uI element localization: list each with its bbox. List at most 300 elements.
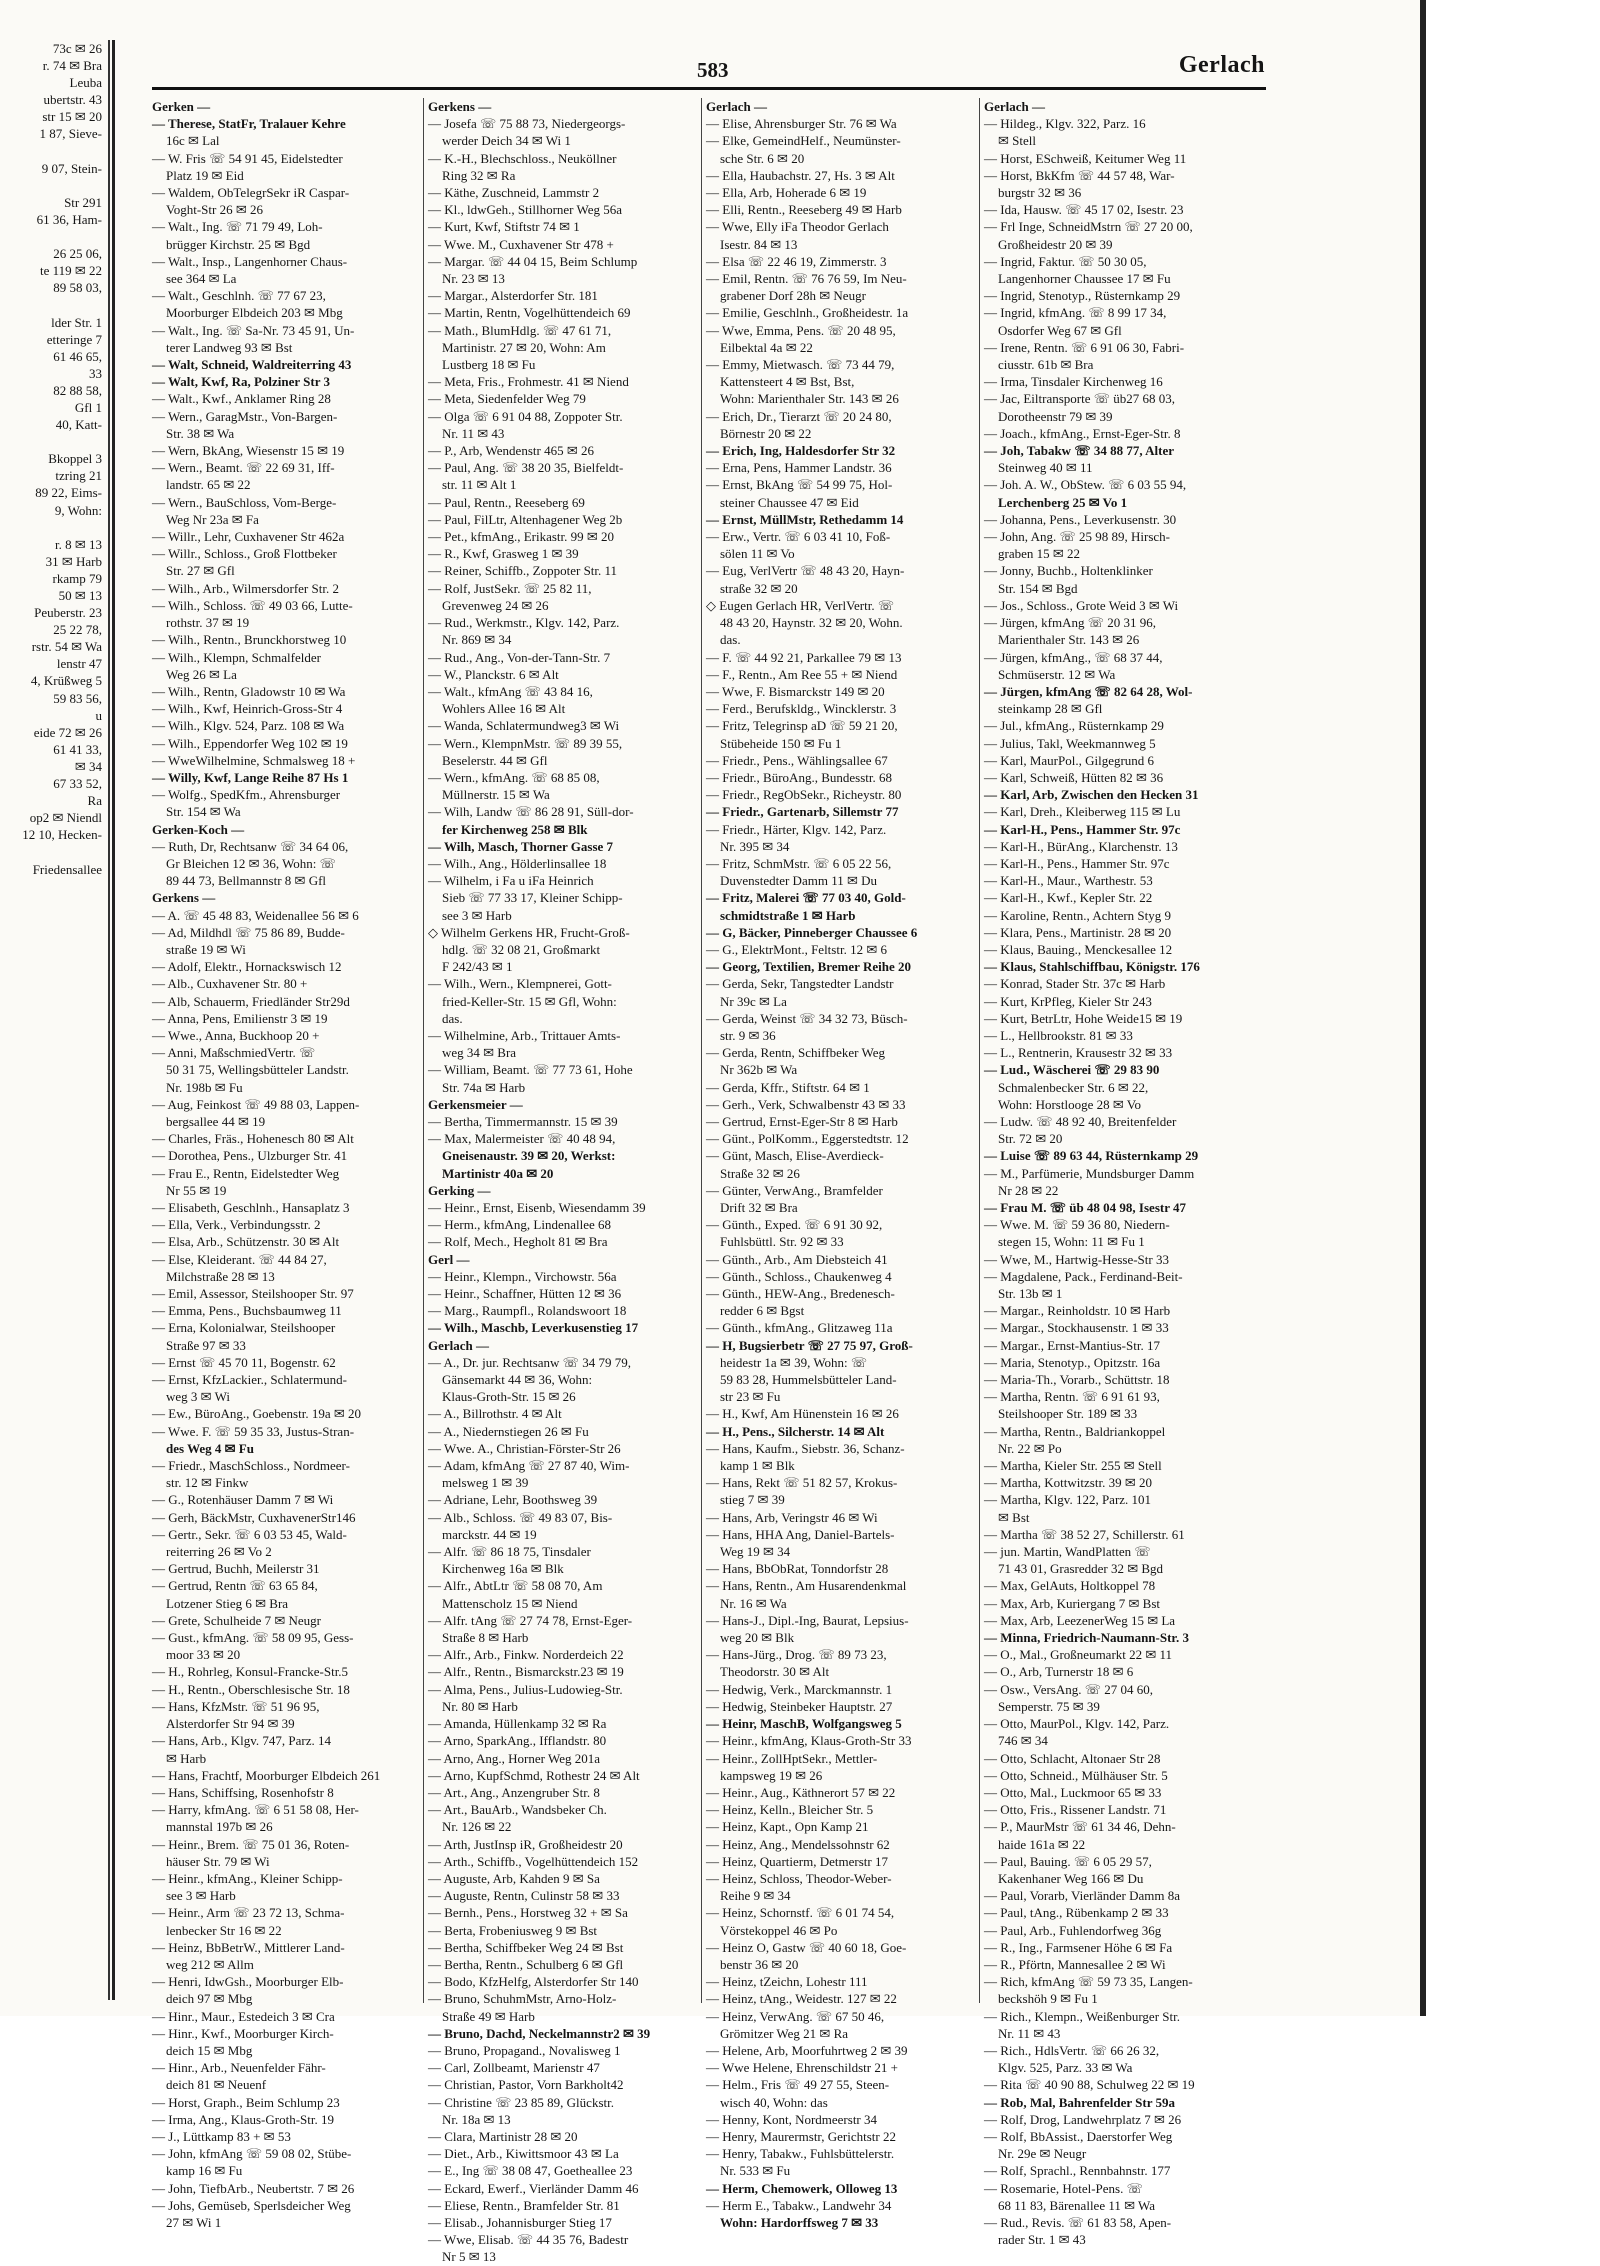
directory-entry: — Arno, Ang., Horner Weg 201a [428,1750,601,1766]
directory-entry: — W. Fris ☏ 54 91 45, Eidelstedter [152,150,343,166]
directory-entry: Gerken — [152,99,211,114]
directory-entry: kampsweg 19 ✉ 26 [720,1767,823,1783]
directory-entry: — Günter, VerwAng., Bramfelder [706,1182,883,1198]
directory-entry: — Hinr., Maur., Estedeich 3 ✉ Cra [152,2008,335,2024]
directory-entry: — Georg, Textilien, Bremer Reihe 20 [706,959,911,975]
directory-entry: — Rosemarie, Hotel-Pens. ☏ [984,2180,1143,2196]
directory-entry: — J., Lüttkamp 83 + ✉ 53 [152,2128,291,2144]
directory-entry: — Dorothea, Pens., Ulzburger Str. 41 [152,1148,348,1164]
directory-entry: Nr. 533 ✉ Fu [720,2163,791,2179]
directory-entry: Semperstr. 75 ✉ 39 [998,1698,1100,1714]
directory-entry: 16c ✉ Lal [166,133,220,149]
directory-entry: — O., Mal., Großneumarkt 22 ✉ 11 [984,1647,1173,1663]
directory-entry: Gänsemarkt 44 ✉ 36, Wohn: [442,1372,593,1388]
directory-entry: — Wilh., Klgv. 524, Parz. 108 ✉ Wa [152,718,345,734]
scan-edge [1420,0,1426,2016]
directory-entry: — Bertha, Rentn., Schulberg 6 ✉ Gfl [428,1956,624,1972]
directory-entry: weg 3 ✉ Wi [166,1389,230,1405]
directory-entry: Steinweg 40 ✉ 11 [998,460,1093,476]
directory-entry: — A., Dr. jur. Rechtsanw ☏ 34 79 79, [428,1354,631,1370]
directory-entry: Straße 49 ✉ Harb [442,2008,535,2024]
directory-entry: — Wwe, F. Bismarckstr 149 ✉ 20 [706,683,885,699]
directory-entry: — Paul, Rentn., Reeseberg 69 [428,494,585,510]
directory-entry: — Wwe. M. ☏ 59 36 80, Niedern- [984,1217,1170,1233]
directory-entry: — Wilh., Eppendorfer Weg 102 ✉ 19 [152,735,348,751]
directory-entry: — Walt., Geschlnh. ☏ 77 67 23, [152,288,326,304]
directory-entry: Platz 19 ✉ Eid [166,167,244,183]
directory-entry: — Meta, Siedenfelder Weg 79 [428,391,586,407]
directory-entry: — Karl, Dreh., Kleiberweg 115 ✉ Lu [984,804,1181,820]
directory-entry: — G., Rotenhäuser Damm 7 ✉ Wi [152,1492,334,1508]
directory-entry: — Bruno, Propagand., Novalisweg 1 [428,2042,621,2058]
directory-entry: — Heinz, Ang., Mendelssohnstr 62 [706,1836,890,1852]
directory-entry: steiner Chaussee 47 ✉ Eid [720,494,859,510]
directory-entry: — Wern, BkAng, Wiesenstr 15 ✉ 19 [152,443,345,459]
directory-entry: — Auguste, Rentn, Culinstr 58 ✉ 33 [428,1888,620,1904]
directory-entry: Wohlers Allee 16 ✉ Alt [442,701,566,717]
directory-entry: — Horst, Graph., Beim Schlump 23 [152,2094,340,2110]
directory-entry: — Margar., Reinholdstr. 10 ✉ Harb [984,1303,1171,1319]
directory-entry: Nr. 16 ✉ Wa [720,1595,787,1611]
directory-entry: — Ludw. ☏ 48 92 40, Breitenfelder [984,1113,1177,1129]
directory-entry: — Gertrud, Rentn ☏ 63 65 84, [152,1578,318,1594]
directory-entry: wisch 40, Wohn: das [720,2094,828,2110]
directory-entry: — Erich, Ing, Haldesdorfer Str 32 [706,443,896,459]
directory-entry: das. [442,1010,463,1026]
directory-entry: — Arth, JustInsp iR, Großheidestr 20 [428,1836,623,1852]
directory-entry: Str. 13b ✉ 1 [998,1286,1063,1302]
directory-entry: — Ida, Hausw. ☏ 45 17 02, Isestr. 23 [984,202,1184,218]
directory-entry: — Meta, Fris., Frohmestr. 41 ✉ Niend [428,374,629,390]
previous-page-fragment: 1 87, Sieve- [39,126,102,142]
directory-entry: graben 15 ✉ 22 [998,546,1081,562]
directory-entry: das. [720,632,741,648]
directory-entry: Nr. 23 ✉ 13 [442,271,505,287]
directory-entry: — Willr., Schloss., Groß Flottbeker [152,546,337,562]
directory-entry: — Ew., BüroAng., Goebenstr. 19a ✉ 20 [152,1406,361,1422]
directory-entry: melsweg 1 ✉ 39 [442,1475,529,1491]
previous-page-fragment: str 15 ✉ 20 [42,109,102,125]
directory-entry: marckstr. 44 ✉ 19 [442,1526,537,1542]
directory-entry: kamp 1 ✉ Blk [720,1458,795,1474]
previous-page-fragment [0,228,108,245]
directory-entry: landstr. 65 ✉ 22 [166,477,251,493]
directory-entry: — Ernst, KfzLackier., Schlatermund- [152,1372,347,1388]
directory-entry: — Emil, Rentn. ☏ 76 76 59, Im Neu- [706,271,907,287]
directory-entry: — Marg., Raumpfl., Rolandswoort 18 [428,1303,627,1319]
directory-entry: — Karl-H., BürAng., Klarchenstr. 13 [984,838,1178,854]
directory-entry: — Auguste, Arb, Kahden 9 ✉ Sa [428,1870,600,1886]
directory-entry: — Max, Arb, LeezenerWeg 15 ✉ La [984,1612,1176,1628]
directory-entry: — Luise ☏ 89 63 44, Rüsternkamp 29 [984,1148,1199,1164]
directory-entry: — Wilh., Rentn., Brunckhorstweg 10 [152,632,347,648]
previous-page-fragment: etteringe 7 [46,331,102,347]
directory-entry: Str. 27 ✉ Gfl [166,563,235,579]
directory-entry: — Eckard, Ewerf., Vierländer Damm 46 [428,2180,639,2196]
directory-entry: — Henny, Kont, Nordmeerstr 34 [706,2111,878,2127]
directory-entry: Str. 74a ✉ Harb [442,1079,526,1095]
directory-entry: — Herm, Chemowerk, Olloweg 13 [706,2180,898,2196]
directory-entry: — R., Ing., Farmsener Höhe 6 ✉ Fa [984,1939,1173,1955]
directory-entry: — Friedr., MaschSchloss., Nordmeer- [152,1458,350,1474]
previous-page-fragment: 4, Krüßweg 5 [30,673,102,689]
directory-entry: — Heinr., kfmAng., Kleiner Schipp- [152,1870,343,1886]
directory-entry: — Wwe., Anna, Buckhoop 20 + [152,1027,320,1043]
directory-entry: — Elsa ☏ 22 46 19, Zimmerstr. 3 [706,253,887,269]
directory-entry: — Hans, Rentn., Am Husarendenkmal [706,1578,907,1594]
directory-entry: — John, Ang. ☏ 25 98 89, Hirsch- [984,529,1170,545]
directory-entry: Weg 26 ✉ La [166,666,237,682]
directory-entry: sche Str. 6 ✉ 20 [720,150,805,166]
directory-entry: Nr 5 ✉ 13 [442,2249,496,2265]
directory-entry: — Wwe, Elisab. ☏ 44 35 76, Badestr [428,2232,629,2248]
directory-entry: — Arno, KupfSchmd, Rothestr 24 ✉ Alt [428,1767,640,1783]
directory-entry: — WweWilhelmine, Schmalsweg 18 + [152,752,356,768]
directory-entry: — Bodo, KfzHelfg, Alsterdorfer Str 140 [428,1974,639,1990]
directory-entry: weg 212 ✉ Allm [166,1956,254,1972]
directory-entry: bergsallee 44 ✉ 19 [166,1113,266,1129]
directory-entry: Kirchenweg 16a ✉ Blk [442,1561,564,1577]
directory-entry: — John, TiefbArb., Neubertstr. 7 ✉ 26 [152,2180,355,2196]
directory-entry: — Walt., kfmAng ☏ 43 84 16, [428,683,593,699]
directory-entry: weg 34 ✉ Bra [442,1045,517,1061]
directory-entry: — Henri, IdwGsh., Moorburger Elb- [152,1974,344,1990]
directory-entry: Nr 362b ✉ Wa [720,1062,798,1078]
directory-entry: — Erw., Vertr. ☏ 6 03 41 10, Foß- [706,529,891,545]
directory-column-1 [152,98,420,2230]
directory-entry: — Pet., kfmAng., Erikastr. 99 ✉ 20 [428,529,615,545]
previous-page-fragment: lder Str. 1 [51,314,102,330]
directory-entry: Straße 32 ✉ 26 [720,1165,800,1181]
directory-entry: — Hans, Kaufm., Siebstr. 36, Schanz- [706,1440,905,1456]
directory-entry: — Walt., Ing. ☏ 71 79 49, Loh- [152,219,323,235]
directory-entry: Weg 19 ✉ 34 [720,1544,791,1560]
column-rule [701,98,702,2003]
previous-page-fragment: Peuberstr. 23 [34,605,102,621]
directory-entry: Martinistr 40a ✉ 20 [442,1165,554,1181]
directory-entry: — jun. Martin, WandPlatten ☏ [984,1544,1151,1560]
directory-entry: — A., Billrothstr. 4 ✉ Alt [428,1406,562,1422]
directory-entry: — Heinr., ZollHptSekr., Mettler- [706,1750,878,1766]
directory-entry: — Martha, Rentn. ☏ 6 91 61 93, [984,1389,1160,1405]
directory-entry: — Heinr, MaschB, Wolfgangsweg 5 [706,1716,902,1732]
directory-entry: — Gerda, Kffr., Stiftstr. 64 ✉ 1 [706,1079,870,1095]
column-rule [979,98,980,2003]
directory-entry: — Hildeg., Klgv. 322, Parz. 16 [984,116,1146,132]
directory-entry: moor 33 ✉ 20 [166,1647,241,1663]
directory-entry: Dorotheenstr 79 ✉ 39 [998,408,1113,424]
directory-entry: — K.-H., Blechschloss., Neuköllner [428,150,617,166]
directory-entry: Reihe 9 ✉ 34 [720,1888,791,1904]
directory-entry: — Gerda, Weinst ☏ 34 32 73, Büsch- [706,1010,908,1026]
directory-entry: — E., Ing ☏ 38 08 47, Goetheallee 23 [428,2163,633,2179]
directory-entry: weg 20 ✉ Blk [720,1630,795,1646]
directory-entry: — Paul, Ang. ☏ 38 20 35, Bielfeldt- [428,460,624,476]
directory-entry: — Fritz, Malerei ☏ 77 03 40, Gold- [706,890,906,906]
directory-entry: — Christine ☏ 23 85 89, Glückstr. [428,2094,614,2110]
directory-entry: — Gerh, BäckMstr, CuxhavenerStr146 [152,1509,356,1525]
directory-entry: Gr Bleichen 12 ✉ 36, Wohn: ☏ [166,855,336,871]
directory-entry: — H, Bugsierbetr ☏ 27 75 97, Groß- [706,1337,913,1353]
page-number: 583 [697,58,729,82]
directory-entry: — Christian, Pastor, Vorn Barkholt42 [428,2077,624,2093]
directory-entry: — Hans-J., Dipl.-Ing, Baurat, Lepsius- [706,1612,909,1628]
directory-entry: — Martha ☏ 38 52 27, Schillerstr. 61 [984,1526,1185,1542]
directory-entry: — H., Rohrleg, Konsul-Francke-Str.5 [152,1664,349,1680]
directory-entry: — Paul, tAng., Rübenkamp 2 ✉ 33 [984,1905,1169,1921]
directory-entry: — Johs, Gemüseb, Sperlsdeicher Weg [152,2197,351,2213]
directory-entry: ◇ Eugen Gerlach HR, VerlVertr. ☏ [706,597,895,613]
directory-entry: — Rich, kfmAng ☏ 59 73 35, Langen- [984,1974,1193,1990]
directory-column-4 [984,98,1252,2248]
previous-page-fragment: 9 07, Stein- [41,160,102,176]
directory-entry: — Fritz, SchmMstr. ☏ 6 05 22 56, [706,855,892,871]
directory-entry: — Günth., Schloss., Chaukenweg 4 [706,1268,892,1284]
directory-entry: — Maria, Stenotyp., Opitzstr. 16a [984,1354,1161,1370]
directory-column-3 [706,98,974,2230]
previous-page-fragment: r. 74 ✉ Bra [42,58,102,74]
directory-entry: — Rita ☏ 40 90 88, Schulweg 22 ✉ 19 [984,2077,1195,2093]
directory-entry: — Hans, Frachtf, Moorburger Elbdeich 261 [152,1767,381,1783]
directory-entry: — Karl, MaurPol., Gilgegrund 6 [984,752,1155,768]
directory-entry: — Wern., KlempnMstr. ☏ 89 39 55, [428,735,623,751]
directory-entry: — Karl, Schweiß, Hütten 82 ✉ 36 [984,769,1164,785]
previous-page-fragment: r. 8 ✉ 13 [54,536,102,552]
directory-entry: — Wilh., Maschb, Leverkusenstieg 17 [428,1320,639,1336]
previous-page-fragment: 26 25 06, [53,246,102,262]
directory-entry: — H., Rentn., Oberschlesische Str. 18 [152,1681,350,1697]
directory-entry: — R., Kwf, Grasweg 1 ✉ 39 [428,546,579,562]
directory-entry: str 23 ✉ Fu [720,1389,781,1405]
directory-entry: — Wilhelm, i Fa u iFa Heinrich [428,873,594,889]
directory-entry: — Heinz, Schornstf. ☏ 6 01 74 54, [706,1905,895,1921]
directory-entry: straße 32 ✉ 20 [720,580,798,596]
directory-entry: ciusstr. 61b ✉ Bra [998,357,1094,373]
directory-entry: — Heinz, tAng., Weidestr. 127 ✉ 22 [706,1991,897,2007]
directory-entry: — Wanda, Schlatermundweg3 ✉ Wi [428,718,620,734]
directory-entry: — Günth., Exped. ☏ 6 91 30 92, [706,1217,883,1233]
directory-entry: — Emil, Assessor, Steilshooper Str. 97 [152,1286,354,1302]
previous-page-fragment: eide 72 ✉ 26 [33,724,102,740]
directory-entry: — Joh. A. W., ObStew. ☏ 6 03 55 94, [984,477,1187,493]
directory-entry: Alsterdorfer Str 94 ✉ 39 [166,1716,295,1732]
directory-entry: — Heinz, Quartierm, Detmerstr 17 [706,1853,888,1869]
previous-page-fragment: 50 ✉ 13 [58,588,102,603]
directory-entry: — Kurt, KrPfleg, Kieler Str 243 [984,993,1152,1009]
directory-entry: F 242/43 ✉ 1 [442,959,513,975]
directory-entry: fer Kirchenweg 258 ✉ Blk [442,821,588,837]
directory-entry: Gerlach — [984,99,1046,114]
directory-entry: — Walt., Insp., Langenhorner Chaus- [152,253,348,269]
directory-entry: Wohn: Horstlooge 28 ✉ Vo [998,1096,1141,1112]
directory-entry: — Heinz, Kapt., Opn Kamp 21 [706,1819,869,1835]
previous-page-fragment: lenstr 47 [56,656,102,672]
directory-entry: — Paul, FilLtr, Altenhagener Weg 2b [428,511,623,527]
directory-entry: — Hans, BbObRat, Tonndorfstr 28 [706,1561,889,1577]
directory-entry: — Rob, Mal, Bahrenfelder Str 59a [984,2094,1176,2110]
directory-entry: — Heinr., Schaffner, Hütten 12 ✉ 36 [428,1286,622,1302]
directory-entry: — Wilh., Schloss. ☏ 49 03 66, Lutte- [152,597,353,613]
directory-entry: Moorburger Elbdeich 203 ✉ Mbg [166,305,343,321]
directory-entry: — Ella, Verk., Verbindungsstr. 2 [152,1217,321,1233]
directory-entry: — Wilh., Kwf, Heinrich-Gross-Str 4 [152,701,343,717]
directory-entry: — Josefa ☏ 75 88 73, Niedergeorgs- [428,116,626,132]
directory-entry: — Friedr., Pens., Wählingsallee 67 [706,752,888,768]
directory-entry: — Ferd., Berufskldg., Wincklerstr. 3 [706,701,897,717]
directory-entry: — Heinz, VerwAng. ☏ 67 50 46, [706,2008,885,2024]
directory-entry: — Hans, Rekt ☏ 51 82 57, Krokus- [706,1475,898,1491]
directory-entry: — Jos., Schloss., Grote Weid 3 ✉ Wi [984,597,1179,613]
directory-entry: Marienthaler Str. 143 ✉ 26 [998,632,1140,648]
directory-entry: 48 43 20, Haynstr. 32 ✉ 20, Wohn. [720,615,903,631]
directory-entry: — Otto, Fris., Rissener Landstr. 71 [984,1802,1167,1818]
directory-entry: — H., Kwf, Am Hünenstein 16 ✉ 26 [706,1406,899,1422]
directory-entry: — Therese, StatFr, Tralauer Kehre [152,116,346,132]
directory-entry: — Gertr., Sekr. ☏ 6 03 53 45, Wald- [152,1526,347,1542]
directory-entry: Str. 154 ✉ Bgd [998,580,1078,596]
directory-entry: Isestr. 84 ✉ 13 [720,236,798,252]
directory-entry: Langenhorner Chaussee 17 ✉ Fu [998,271,1171,287]
directory-entry: — Wern., Beamt. ☏ 22 69 31, Iff- [152,460,335,476]
directory-entry: — Arth., Schiffb., Vogelhüttendeich 152 [428,1853,639,1869]
directory-entry: werder Deich 34 ✉ Wi 1 [442,133,571,149]
directory-entry: — G., ElektrMont., Feltstr. 12 ✉ 6 [706,941,887,957]
directory-entry: Duvenstedter Damm 11 ✉ Du [720,873,877,889]
directory-entry: — Heinr., Arm ☏ 23 72 13, Schma- [152,1905,345,1921]
directory-entry: — O., Arb, Turnerstr 18 ✉ 6 [984,1664,1134,1680]
directory-entry: 89 44 73, Bellmannstr 8 ✉ Gfl [166,873,327,889]
directory-entry: — Martha, Kottwitzstr. 39 ✉ 20 [984,1475,1152,1491]
previous-page-fragment [0,519,108,536]
directory-entry: Nr. 22 ✉ Po [998,1440,1062,1456]
directory-entry: Nr. 11 ✉ 43 [442,425,505,441]
previous-page-fragment: Str 291 [64,194,102,210]
directory-entry: — Adolf, Elektr., Hornackswisch 12 [152,959,342,975]
directory-entry: Straße 97 ✉ 33 [166,1337,246,1353]
directory-entry: — Gertrud, Buchh, Meilerstr 31 [152,1561,320,1577]
directory-entry: benstr 36 ✉ 20 [720,1956,799,1972]
directory-entry: — Erich, Dr., Tierarzt ☏ 20 24 80, [706,408,892,424]
directory-entry: — Amanda, Hüllenkamp 32 ✉ Ra [428,1716,607,1732]
directory-entry: Nr 39c ✉ La [720,993,787,1009]
directory-entry: straße 19 ✉ Wi [166,941,246,957]
directory-entry: Nr. 11 ✉ 43 [998,2025,1061,2041]
header-rule [152,87,1266,90]
directory-entry: — Bernh., Pens., Horstweg 32 + ✉ Sa [428,1905,628,1921]
directory-entry: 59 83 28, Hummelsbütteler Land- [720,1372,897,1388]
directory-entry: Kattensteert 4 ✉ Bst, Bst, [720,374,855,390]
previous-page-fragment: rstr. 54 ✉ Wa [31,639,102,655]
directory-entry: — Willr., Lehr, Cuxhavener Str 462a [152,529,345,545]
previous-page-fragment: 89 22, Eims- [35,485,102,501]
directory-entry: — Alb., Schloss. ☏ 49 83 07, Bis- [428,1509,613,1525]
directory-entry: — Heinr., Klempn., Virchowstr. 56a [428,1268,617,1284]
directory-entry: — Elke, GemeindHelf., Neumünster- [706,133,901,149]
directory-entry: — Otto, Mal., Luckmoor 65 ✉ 33 [984,1784,1162,1800]
directory-entry: redder 6 ✉ Bgst [720,1303,805,1319]
directory-entry: Fuhlsbüttl. Str. 92 ✉ 33 [720,1234,844,1250]
directory-entry: 71 43 01, Grasredder 32 ✉ Bgd [998,1561,1164,1577]
directory-entry: — Karl-H., Pens., Hammer Str. 97c [984,855,1170,871]
directory-entry: — Ruth, Dr, Rechtsanw ☏ 34 64 06, [152,838,349,854]
directory-entry: Wohn: Marienthaler Str. 143 ✉ 26 [720,391,899,407]
previous-page-fragment [0,843,108,860]
directory-entry: — Wilh., Arb., Wilmersdorfer Str. 2 [152,580,339,596]
directory-entry: — Harry, kfmAng. ☏ 6 51 58 08, Her- [152,1802,359,1818]
previous-page-fragment [0,177,108,194]
directory-entry: — Irma, Tinsdaler Kirchenweg 16 [984,374,1163,390]
directory-entry: — Ella, Haubachstr. 27, Hs. 3 ✉ Alt [706,167,895,183]
directory-entry: — Rich., HdlsVertr. ☏ 66 26 32, [984,2042,1160,2058]
directory-entry: — Horst, ESchweiß, Keitumer Weg 11 [984,150,1187,166]
directory-entry: Stübeheide 150 ✉ Fu 1 [720,735,842,751]
directory-entry: — Heinr., Ernst, Eisenb, Wiesendamm 39 [428,1200,646,1215]
directory-entry: Gerkens — [428,99,492,114]
directory-entry: — Adam, kfmAng ☏ 27 87 40, Wim- [428,1458,630,1474]
directory-entry: Nr. 126 ✉ 22 [442,1819,512,1835]
directory-entry: — Elisab., Johannisburger Stieg 17 [428,2214,612,2230]
directory-entry: — Wwe. A., Christian-Förster-Str 26 [428,1440,621,1456]
directory-entry: Gerking — [428,1182,491,1198]
directory-entry: — Günth., kfmAng., Glitzaweg 11a [706,1320,893,1336]
previous-page-fragment: 9, Wohn: [54,502,102,518]
directory-entry: — F., Rentn., Am Ree 55 + ✉ Niend [706,666,898,682]
directory-entry: — Martha, Rentn., Baldriankoppel [984,1423,1166,1439]
directory-entry: — Math., BlumHdlg. ☏ 47 61 71, [428,322,612,338]
directory-entry: — Gertrud, Ernst-Eger-Str 8 ✉ Harb [706,1113,898,1129]
directory-entry: — Lud., Wäscherei ☏ 29 83 90 [984,1062,1160,1078]
previous-page-fragment: ✉ 34 [74,758,102,774]
directory-entry: see 3 ✉ Harb [166,1888,236,1904]
directory-entry: — Wwe, M., Hartwig-Hesse-Str 33 [984,1251,1169,1267]
directory-entry: Lotzener Stieg 6 ✉ Bra [166,1595,289,1611]
previous-page-fragment: Bkoppel 3 [48,451,102,467]
directory-entry: Str. 72 ✉ 20 [998,1131,1063,1147]
directory-entry: see 3 ✉ Harb [442,907,512,923]
directory-entry: — Elsa, Arb., Schützenstr. 30 ✉ Alt [152,1234,340,1250]
directory-entry: Klgv. 525, Parz. 33 ✉ Wa [998,2060,1133,2076]
directory-entry: terer Landweg 93 ✉ Bst [166,339,293,355]
previous-page-fragment: 31 ✉ Harb [45,553,102,569]
directory-entry: — Heinr., kfmAng, Klaus-Groth-Str 33 [706,1733,912,1749]
directory-entry: — Jac, Eiltransporte ☏ üb27 68 03, [984,391,1176,407]
directory-entry: — Ingrid, Stenotyp., Rüsternkamp 29 [984,288,1181,304]
directory-entry: — Alfr. ☏ 86 18 75, Tinsdaler [428,1544,591,1560]
directory-entry: — Jonny, Buchb., Holtenklinker [984,563,1153,579]
directory-entry: — Erna, Pens, Hammer Landstr. 36 [706,460,892,476]
directory-entry: — Günt, Masch, Elise-Averdieck- [706,1148,884,1164]
directory-entry: — Reiner, Schiffb., Zoppoter Str. 11 [428,563,618,579]
previous-page-fragment: 73c ✉ 26 [52,41,102,56]
directory-entry: — Paul, Bauing. ☏ 6 05 29 57, [984,1853,1152,1869]
directory-entry: — Max, Malermeister ☏ 40 48 94, [428,1131,616,1147]
directory-entry: — Wwe, Elly iFa Theodor Gerlach [706,219,889,235]
directory-entry: — Wilh., Klempn, Schmalfelder [152,649,321,665]
directory-entry: — Elisabeth, Geschlnh., Hansaplatz 3 [152,1200,350,1215]
directory-entry: — Klaus, Bauing., Menckesallee 12 [984,941,1173,957]
previous-page-fragment [0,143,108,160]
directory-entry: — Hedwig, Steinbeker Hauptstr. 27 [706,1698,893,1714]
previous-page-fragment: Gfl 1 [74,399,102,415]
directory-entry: ✉ Stell [998,133,1036,149]
directory-entry: — Paul, Vorarb, Vierländer Damm 8a [984,1888,1180,1904]
directory-entry: — Olga ☏ 6 91 04 88, Zoppoter Str. [428,408,623,424]
directory-entry: — Henry, Maurermstr, Gerichtstr 22 [706,2128,896,2144]
directory-entry: — Aug, Feinkost ☏ 49 88 03, Lappen- [152,1096,360,1112]
directory-entry: — Ingrid, Faktur. ☏ 50 30 05, [984,253,1147,269]
directory-entry: — Joach., kfmAng., Ernst-Eger-Str. 8 [984,425,1181,441]
directory-entry: — Alma, Pens., Julius-Ludowieg-Str. [428,1681,623,1697]
